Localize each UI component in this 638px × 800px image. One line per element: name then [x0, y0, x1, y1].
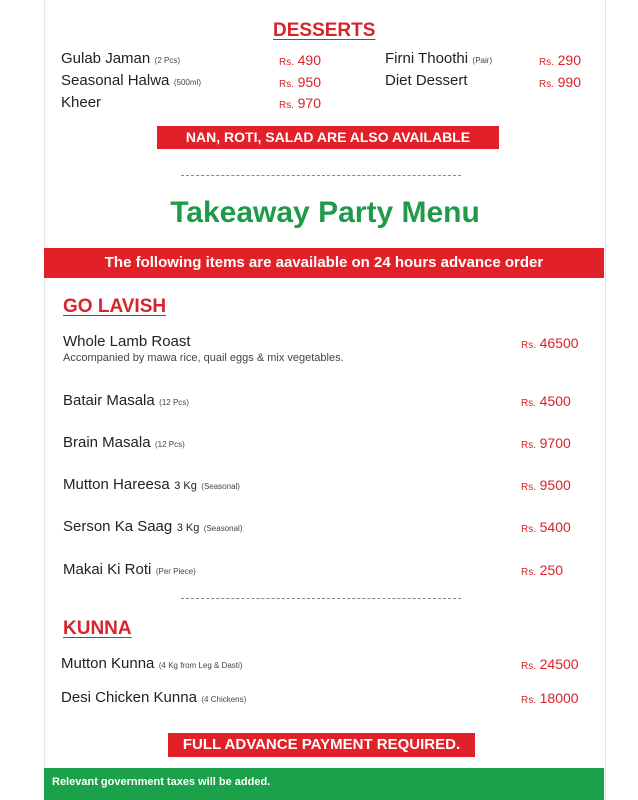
- footer-tax-note: Relevant government taxes will be added.: [44, 768, 604, 800]
- kunna-title: KUNNA: [63, 618, 132, 639]
- item-note: (Per Piece): [155, 567, 196, 576]
- currency-label: Rs.: [539, 57, 554, 68]
- item-price: [521, 335, 579, 351]
- item-name: Makai Ki Roti: [63, 561, 152, 578]
- advance-order-banner: The following items are aavailable on 24 hours advance order: [44, 248, 604, 278]
- currency-label: Rs.: [521, 340, 536, 351]
- dessert-name: Gulab Jaman: [61, 50, 151, 67]
- dessert-item: [61, 94, 101, 112]
- item-price: [521, 435, 571, 451]
- currency-label: Rs.: [521, 440, 536, 451]
- available-banner: NAN, ROTI, SALAD ARE ALSO AVAILABLE: [157, 126, 499, 149]
- title-word: Party: [318, 196, 394, 229]
- currency-label: Rs.: [279, 100, 294, 111]
- item-name: Desi Chicken Kunna: [61, 689, 197, 706]
- currency-label: Rs.: [521, 482, 536, 493]
- item-price: [521, 690, 579, 706]
- menu-item: [63, 518, 242, 536]
- item-name: Whole Lamb Roast: [63, 333, 191, 350]
- price-value: 9500: [539, 477, 571, 493]
- price-value: 250: [539, 562, 563, 578]
- dessert-name: Firni Thoothi: [385, 50, 469, 67]
- dessert-item: [385, 72, 468, 90]
- dessert-note: (500ml): [173, 78, 201, 87]
- price-value: 18000: [539, 690, 579, 706]
- item-qty: 3 Kg: [176, 522, 200, 534]
- item-name: Serson Ka Saag: [63, 518, 173, 535]
- dessert-item: [61, 50, 180, 68]
- price-value: 490: [297, 52, 321, 68]
- menu-item: [63, 561, 196, 579]
- dessert-price: [279, 52, 321, 68]
- price-value: 4500: [539, 393, 571, 409]
- item-note: (4 Kg from Leg & Dasti): [158, 661, 243, 670]
- dessert-name: Diet Dessert: [385, 72, 468, 89]
- item-price: [521, 477, 571, 493]
- dessert-price: [539, 52, 581, 68]
- item-price: [521, 656, 579, 672]
- menu-item: [61, 689, 246, 707]
- divider: [181, 598, 461, 599]
- dessert-item: [385, 50, 492, 68]
- dessert-price: [279, 95, 321, 111]
- item-note: (12 Pcs): [159, 398, 189, 407]
- item-price: [521, 393, 571, 409]
- menu-item: [63, 333, 191, 351]
- item-price: [521, 519, 571, 535]
- menu-item: [63, 392, 189, 410]
- item-name: Mutton Kunna: [61, 655, 155, 672]
- currency-label: Rs.: [521, 661, 536, 672]
- menu-page: [44, 0, 606, 800]
- dessert-name: Seasonal Halwa: [61, 72, 170, 89]
- menu-item: [63, 434, 185, 452]
- price-value: 9700: [539, 435, 571, 451]
- menu-item: [61, 655, 242, 673]
- price-value: 290: [557, 52, 581, 68]
- currency-label: Rs.: [521, 524, 536, 535]
- price-value: 970: [297, 95, 321, 111]
- takeaway-title: [45, 196, 605, 230]
- title-word: Menu: [401, 196, 480, 229]
- dessert-item: [61, 72, 201, 90]
- item-name: Mutton Hareesa: [63, 476, 170, 493]
- price-value: 990: [557, 74, 581, 90]
- currency-label: Rs.: [521, 695, 536, 706]
- currency-label: Rs.: [279, 57, 294, 68]
- item-note: (Seasonal): [203, 524, 243, 533]
- divider: [181, 175, 461, 176]
- menu-item: [63, 476, 240, 494]
- dessert-price: [539, 74, 581, 90]
- title-word: Takeaway: [170, 196, 310, 229]
- item-qty: 3 Kg: [174, 480, 197, 492]
- price-value: 5400: [539, 519, 571, 535]
- item-note: (12 Pcs): [155, 440, 185, 449]
- item-note: (4 Chickens): [201, 695, 247, 704]
- price-value: 24500: [539, 656, 579, 672]
- dessert-note: (Pair): [472, 56, 493, 65]
- currency-label: Rs.: [521, 398, 536, 409]
- go-lavish-title: GO LAVISH: [63, 296, 167, 317]
- item-note: (Seasonal): [201, 482, 240, 491]
- currency-label: Rs.: [539, 79, 554, 90]
- item-name: Batair Masala: [63, 392, 155, 409]
- item-price: [521, 562, 563, 578]
- dessert-price: [279, 74, 321, 90]
- dessert-name: Kheer: [61, 94, 102, 111]
- price-value: 950: [297, 74, 321, 90]
- desserts-title: DESSERTS: [273, 20, 376, 41]
- price-value: 46500: [539, 335, 579, 351]
- currency-label: Rs.: [521, 567, 536, 578]
- item-name: Brain Masala: [63, 434, 151, 451]
- item-description: Accompanied by mawa rice, quail eggs & mix vegetables.: [63, 352, 344, 364]
- dessert-note: (2 Pcs): [154, 56, 181, 65]
- currency-label: Rs.: [279, 79, 294, 90]
- payment-banner: FULL ADVANCE PAYMENT REQUIRED.: [168, 733, 475, 757]
